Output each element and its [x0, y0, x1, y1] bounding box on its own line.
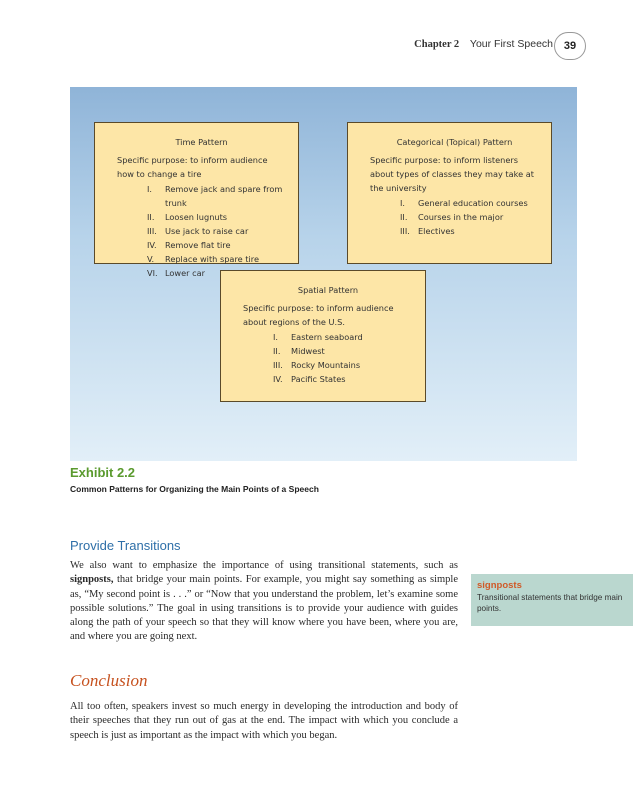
list-item: III. Electives	[400, 226, 455, 236]
glossary-margin-note	[471, 574, 633, 626]
glossary-definition: Transitional statements that bridge main points.	[477, 593, 623, 613]
list-item: I. General education courses	[400, 198, 528, 208]
card-title: Spatial Pattern	[297, 285, 359, 295]
section-heading: Provide Transitions	[70, 538, 181, 553]
categorical-pattern-card	[347, 122, 552, 264]
list-item: IV. Remove flat tire	[147, 240, 231, 250]
card-list	[370, 196, 539, 238]
time-pattern-card	[94, 122, 299, 278]
exhibit-caption: Common Patterns for Organizing the Main Points of a Speech	[70, 484, 319, 494]
card-purpose: Specific purpose: to inform audience how to change a tire	[117, 155, 268, 179]
spatial-pattern-card	[220, 270, 426, 402]
list-item: I. Remove jack and spare from trunk	[147, 184, 283, 208]
list-item: III. Use jack to raise car	[147, 226, 249, 236]
list-item: IV. Pacific States	[273, 374, 346, 384]
exhibit-figure	[70, 87, 577, 461]
list-item: II. Loosen lugnuts	[147, 212, 228, 222]
running-header	[414, 38, 553, 50]
glossary-term: signposts	[477, 580, 522, 591]
card-title: Time Pattern	[175, 137, 228, 147]
exhibit-label: Exhibit 2.2	[70, 465, 136, 480]
transitions-paragraph: We also want to emphasize the importance of using transitional statements, such as signposts, that bridge your main points. For example, you might say something as simple as, “My second point is . . .” or “Now that you understand the problem, let’s examine some possible solutions.” The goal in using transitions is to provide your audience with guides along the path of your speech so that they will know where you have been, where you are, and where you are going next.	[70, 560, 458, 643]
page-number: 39	[554, 32, 586, 60]
conclusion-paragraph: All too often, speakers invest so much energy in developing the introduction and body of their speeches that they run out of gas at the end. The impact with which you conclude a speech is just as important as the impact with which you began.	[70, 701, 458, 741]
conclusion-heading: Conclusion	[70, 671, 148, 690]
card-title: Categorical (Topical) Pattern	[396, 137, 513, 147]
chapter-label: Chapter 2	[414, 39, 460, 50]
chapter-title: Your First Speech	[469, 38, 553, 50]
card-list	[117, 182, 286, 280]
list-item: V. Replace with spare tire	[147, 254, 259, 264]
list-item: I. Eastern seaboard	[273, 332, 363, 342]
list-item: VI. Lower car	[147, 268, 206, 278]
card-list	[243, 330, 413, 386]
card-purpose: Specific purpose: to inform listeners about types of classes they may take at the university	[370, 155, 534, 193]
list-item: II. Midwest	[273, 346, 325, 356]
list-item: III. Rocky Mountains	[273, 360, 361, 370]
list-item: II. Courses in the major	[400, 212, 504, 222]
card-purpose: Specific purpose: to inform audience about regions of the U.S.	[243, 303, 394, 327]
signposts-term: signposts,	[70, 574, 114, 586]
